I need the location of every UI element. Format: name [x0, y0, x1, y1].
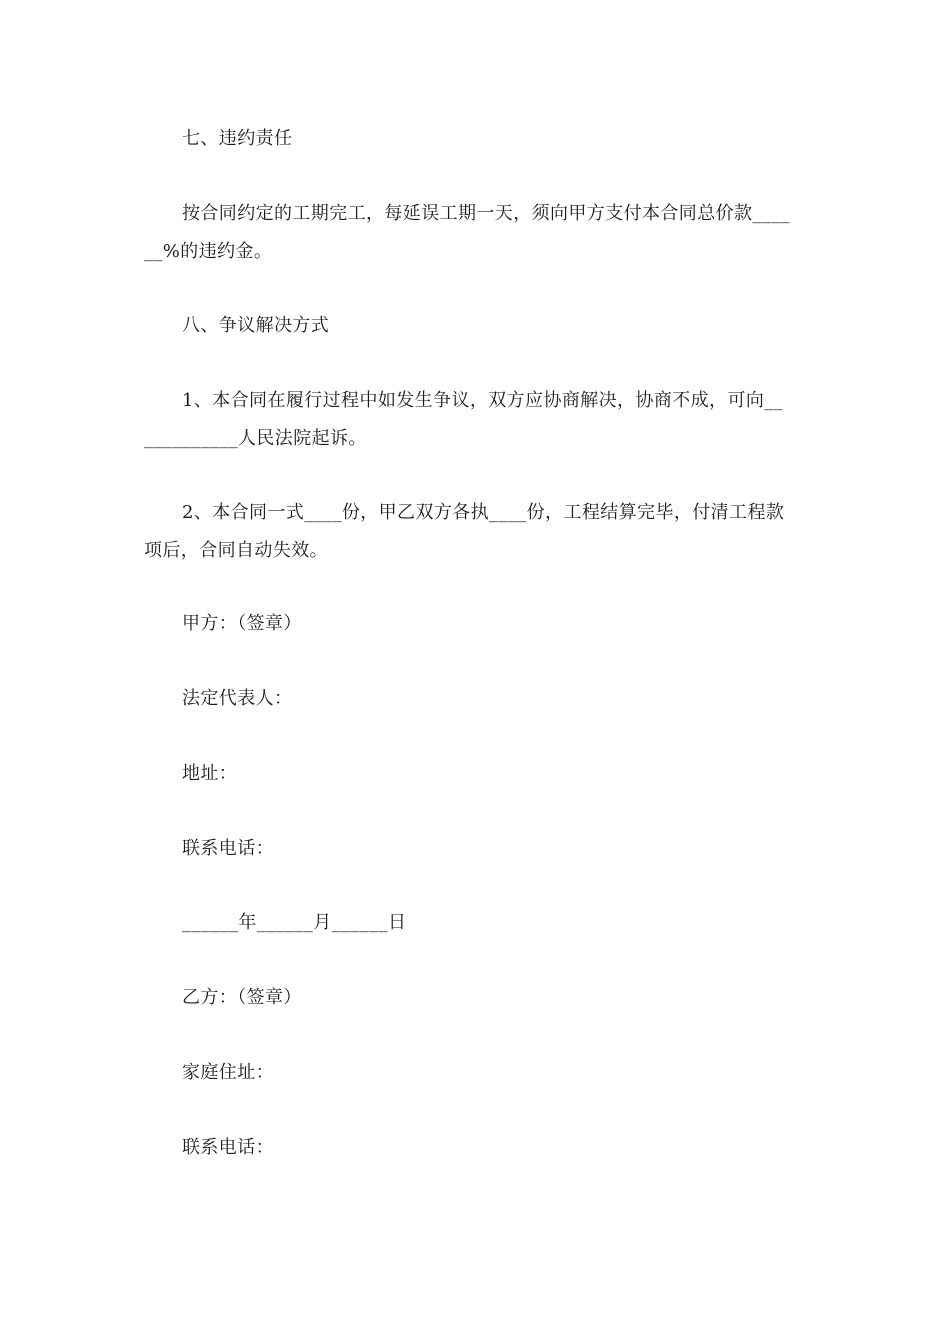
dispute-item-1-line-1: 1、本合同在履行过程中如发生争议，双方应协商解决，协商不成，可向__ [182, 390, 784, 411]
legal-representative-label: 法定代表人： [182, 688, 293, 709]
party-b-phone-label: 联系电话： [182, 1137, 274, 1158]
party-b-signature-label: 乙方：（签章） [182, 987, 302, 1008]
home-address-label: 家庭住址： [182, 1062, 274, 1083]
dispute-item-1-line-2: __________人民法院起诉。 [144, 428, 367, 449]
section-heading-dispute-resolution: 八、争议解决方式 [182, 315, 330, 336]
section-heading-breach-liability: 七、违约责任 [182, 128, 293, 149]
address-label: 地址： [182, 763, 238, 784]
party-a-phone-label: 联系电话： [182, 838, 274, 859]
date-line: ______年______月______日 [182, 912, 407, 933]
party-a-signature-label: 甲方：（签章） [182, 613, 302, 634]
paragraph-breach-line-1: 按合同约定的工期完工，每延误工期一天，须向甲方支付本合同总价款____ [182, 203, 790, 224]
dispute-item-2-line-2: 项后，合同自动失效。 [144, 540, 328, 561]
paragraph-breach-line-2: __%的违约金。 [144, 241, 273, 262]
dispute-item-2-line-1: 2、本合同一式____份，甲乙双方各执____份，工程结算完毕，付清工程款 [182, 502, 785, 523]
